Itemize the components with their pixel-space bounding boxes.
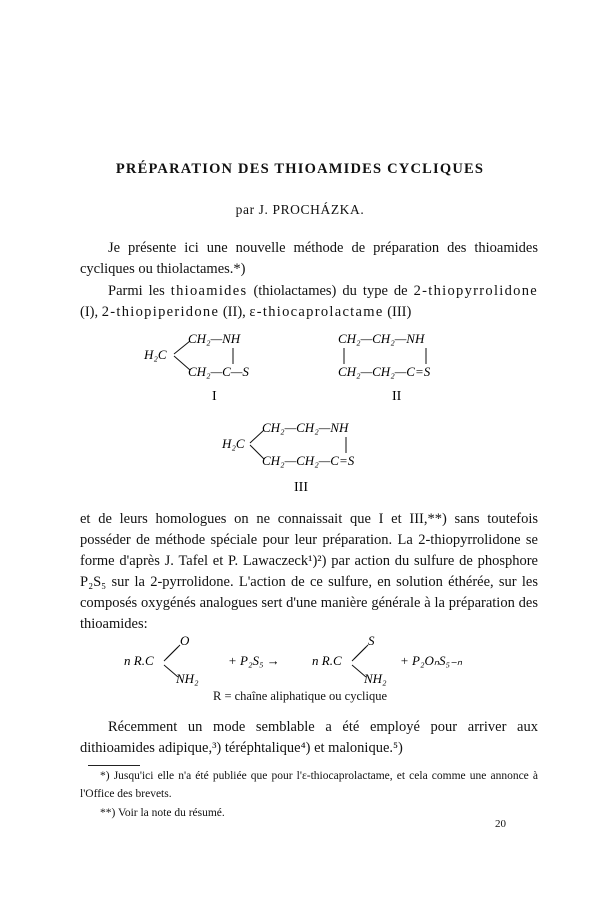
s2-bottom-chain: CH₂—CH₂—C=S — [338, 364, 431, 379]
eq-sulfur: S — [368, 633, 375, 648]
s3-h2c: H₂C — [222, 436, 245, 451]
s3-label: III — [294, 480, 308, 495]
text-run: (thiolactames) du type de — [247, 283, 414, 299]
footnote-rule — [88, 765, 140, 766]
eq-oxygen: O — [180, 633, 190, 648]
s1-top-chain: CH₂—NH — [188, 331, 241, 346]
s3-bottom-chain: CH₂—CH₂—C=S — [262, 453, 355, 468]
eq-product: n R.C — [312, 653, 342, 668]
compound-name: ε-thiocaprolactame — [249, 304, 384, 320]
structure-III — [218, 415, 388, 495]
paragraph-methods: et de leurs homologues on ne connaissait que I et III,**) sans toutefois posséder de méthode spéciale pour leur préparation. La 2-thiopyrrolidone se forme d'après J. Tafel et P. Lawaczeck¹)²) par action du sulfure de phosphore P₂S₅ sur la 2-pyrrolidone. L'action de ce sulfure, en solution éthérée, sur les composés oxygénés analogues sert d'une manière générale à la préparation des thioamides: — [80, 511, 538, 632]
eq-lhs: n R.C — [124, 653, 154, 668]
s1-h2c: H₂C — [144, 347, 167, 362]
s2-top-chain: CH₂—CH₂—NH — [338, 331, 425, 346]
eq-reagent: + P₂S₅ → — [228, 653, 280, 668]
r-definition: R = chaîne aliphatique ou cyclique — [212, 689, 387, 703]
paragraph-intro: Je présente ici une nouvelle méthode de préparation des thioamides cycliques ou thiolactames.*) — [80, 240, 538, 277]
compound-name: 2-thiopiperidone — [101, 304, 220, 320]
text-run-spaced: thioamides — [170, 283, 248, 299]
eq-nh2-left: NH₂ — [176, 671, 199, 686]
s3-top-chain: CH₂—CH₂—NH — [262, 420, 349, 435]
text-run: (II), — [219, 304, 250, 320]
article-title: PRÉPARATION DES THIOAMIDES CYCLIQUES — [115, 161, 485, 177]
author-line: par J. PROCHÁZKA. — [235, 202, 365, 217]
footnote-2: **) Voir la note du résumé. — [100, 807, 225, 819]
s2-label: II — [392, 389, 402, 404]
text-run: Parmi les — [108, 283, 171, 299]
footnote-1: *) Jusqu'ici elle n'a été publiée que pour l'ε-thiocaprolactame, et cela comme une annonce à l'Office des brevets. — [80, 770, 538, 800]
s1-label: I — [212, 389, 217, 404]
structure-I — [140, 326, 290, 406]
s1-bottom-chain: CH₂—C—S — [188, 364, 249, 379]
page-number: 20 — [495, 818, 506, 830]
paragraph-types — [80, 281, 538, 323]
text-run: (I), — [80, 304, 102, 320]
paragraph-recent: Récemment un mode semblable a été employé pour arriver aux dithioamides adipique,³) téréphtalique⁴) et malonique.⁵) — [80, 719, 538, 756]
eq-byproduct: + P₂OₙS₅₋ₙ — [400, 653, 463, 668]
compound-name: 2-thiopyrrolidone — [413, 283, 538, 299]
reaction-equation — [80, 633, 540, 693]
eq-nh2-right: NH₂ — [364, 671, 387, 686]
text-run: (III) — [383, 304, 412, 320]
structure-II — [330, 326, 480, 406]
